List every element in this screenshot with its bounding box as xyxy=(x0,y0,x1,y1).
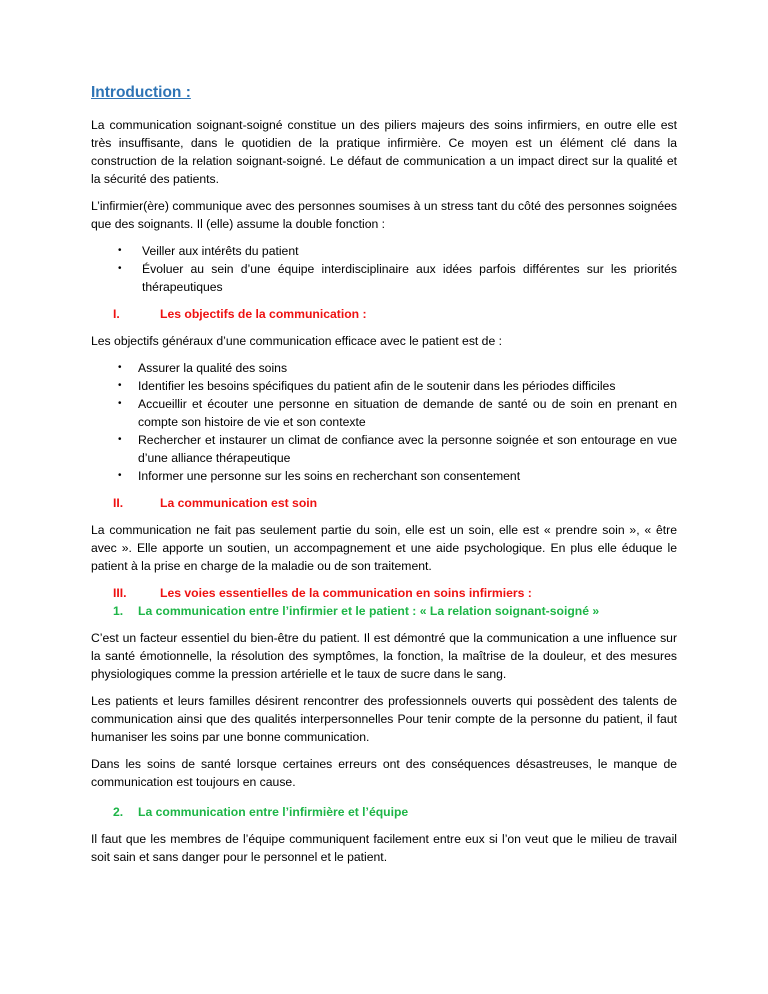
section-2-heading xyxy=(91,494,677,512)
list-item xyxy=(91,359,677,377)
list-item-text: Identifier les besoins spécifiques du patient afin de le soutenir dans les périodes difficiles xyxy=(138,379,616,393)
section-3-heading xyxy=(91,584,677,602)
bullet-icon: • xyxy=(118,362,122,373)
bullet-icon: • xyxy=(118,245,122,256)
list-item xyxy=(91,395,677,431)
list-item xyxy=(91,377,677,395)
intro-bullet-list xyxy=(91,242,677,296)
bullet-icon: • xyxy=(118,434,122,445)
subsection-1-paragraph-3: Dans les soins de santé lorsque certaines erreurs ont des conséquences désastreuses, le manque de communication est toujours en cause. xyxy=(91,757,677,789)
section-number: II. xyxy=(113,496,124,510)
section-title: Les voies essentielles de la communication en soins infirmiers : xyxy=(160,586,532,600)
subsection-2-paragraph: Il faut que les membres de l’équipe communiquent facilement entre eux si l’on veut que le milieu de travail soit sain et sans danger pour le personnel et le patient. xyxy=(91,832,677,864)
bullet-icon: • xyxy=(118,263,122,274)
section-1-lead: Les objectifs généraux d’une communication efficace avec le patient est de : xyxy=(91,334,503,348)
section-title: Les objectifs de la communication : xyxy=(160,307,367,321)
list-item-text: Informer une personne sur les soins en recherchant son consentement xyxy=(138,469,521,483)
bullet-icon: • xyxy=(118,380,122,391)
subsection-number: 2. xyxy=(113,805,124,819)
subsection-1-heading xyxy=(91,602,677,620)
subsection-title: La communication entre l’infirmier et le patient : « La relation soignant-soigné » xyxy=(138,604,600,618)
list-item-text: Assurer la qualité des soins xyxy=(138,361,288,375)
subsection-2-heading xyxy=(91,803,677,821)
subsection-1-paragraph-1: C’est un facteur essentiel du bien-être du patient. Il est démontré que la communication a une influence sur la santé émotionnelle, la résolution des symptômes, la fonction, la maîtrise de la douleur, et des mesures physiologiques comme la pression artérielle et le taux de sucre dans le sang. xyxy=(91,631,677,681)
section-2-paragraph: La communication ne fait pas seulement partie du soin, elle est un soin, elle est « prendre soin », « être avec ». Elle apporte un soutien, un accompagnement et une aide psychologique. En plus elle éduque le patient à la prise en charge de la maladie ou de son traitement. xyxy=(91,523,677,573)
section-number: III. xyxy=(113,586,127,600)
subsection-1-paragraph-2: Les patients et leurs familles désirent rencontrer des professionnels ouverts qui possèdent des talents de communication ainsi que des qualités interpersonnelles Pour tenir compte de la personne du patient, il faut humaniser les soins par une bonne communication. xyxy=(91,694,677,744)
list-item xyxy=(91,260,677,296)
list-item xyxy=(91,431,677,467)
list-item-text: Accueillir et écouter une personne en situation de demande de santé ou de soin en prenant en compte son histoire de vie et son contexte xyxy=(138,397,677,429)
bullet-icon: • xyxy=(118,398,122,409)
list-item-text: Rechercher et instaurer un climat de confiance avec la personne soignée et son entourage en vue d’une alliance thérapeutique xyxy=(138,433,677,465)
section-number: I. xyxy=(113,307,120,321)
section-1-bullet-list xyxy=(91,359,677,485)
list-item-text: Veiller aux intérêts du patient xyxy=(142,244,299,258)
list-item xyxy=(91,242,677,260)
list-item xyxy=(91,467,677,485)
section-1-heading xyxy=(91,305,677,323)
bullet-icon: • xyxy=(118,470,122,481)
intro-paragraph-2: L’infirmier(ère) communique avec des personnes soumises à un stress tant du côté des personnes soignées que des soignants. Il (elle) assume la double fonction : xyxy=(91,199,677,231)
document-body xyxy=(91,80,677,875)
introduction-heading: Introduction : xyxy=(91,84,191,101)
subsection-title: La communication entre l’infirmière et l’équipe xyxy=(138,805,409,819)
list-item-text: Évoluer au sein d’une équipe interdisciplinaire aux idées parfois différentes sur les priorités thérapeutiques xyxy=(142,262,677,294)
subsection-number: 1. xyxy=(113,604,124,618)
intro-paragraph-1: La communication soignant-soigné constitue un des piliers majeurs des soins infirmiers, en outre elle est très insuffisante, dans le quotidien de la pratique infirmière. Ce moyen est un élément clé dans la construction de la relation soignant-soigné. Le défaut de communication a un impact direct sur la qualité et la sécurité des patients. xyxy=(91,118,677,186)
section-title: La communication est soin xyxy=(160,496,318,510)
